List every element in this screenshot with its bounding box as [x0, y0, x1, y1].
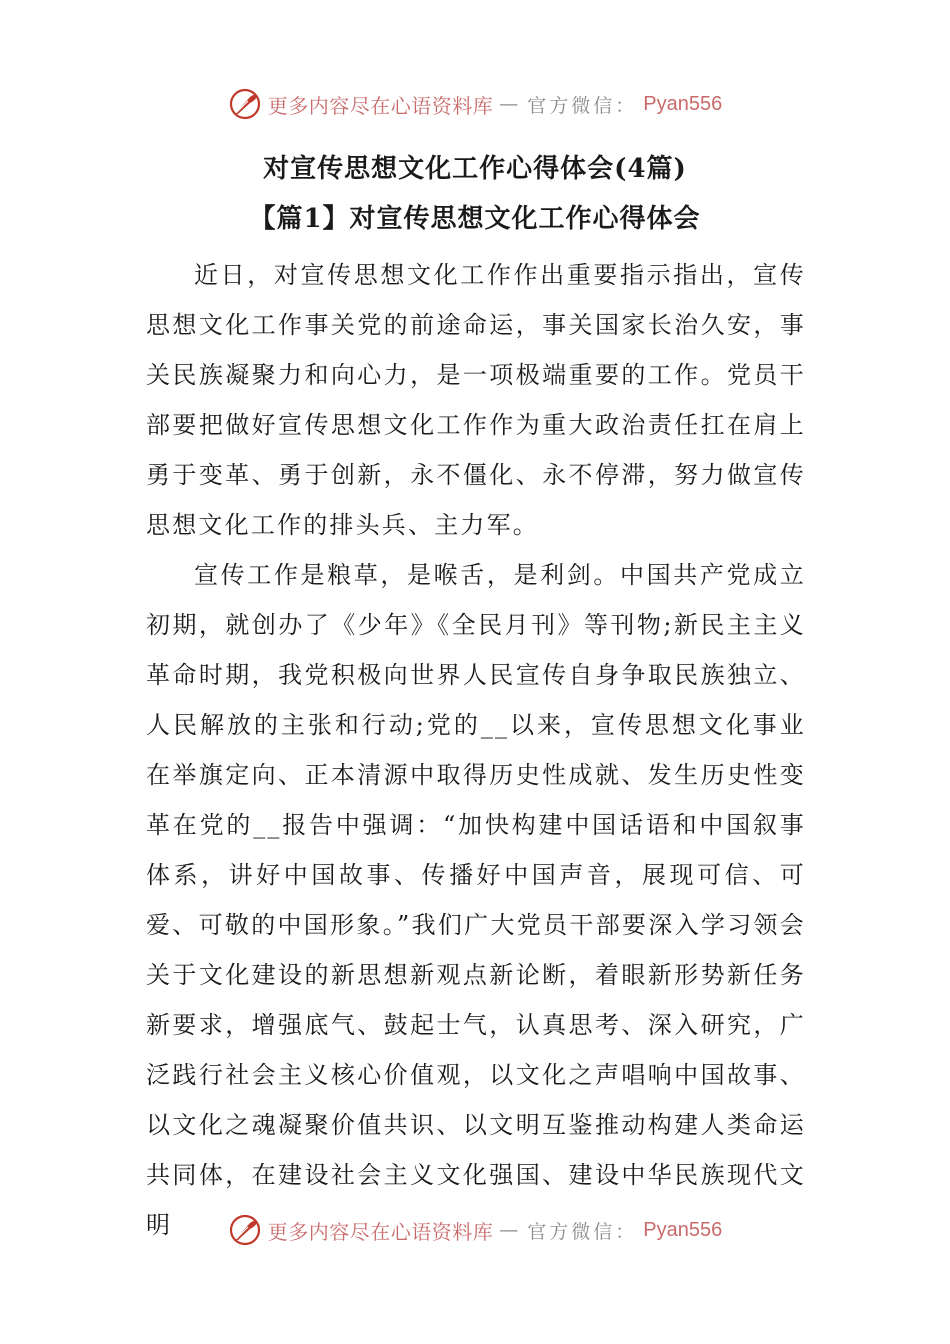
- watermark-wechat-label: 官方微信：: [527, 94, 638, 117]
- header-watermark: [0, 84, 950, 124]
- watermark-brand: 更多内容尽在心语资料库: [267, 93, 494, 118]
- paragraph-1: 近日，对宣传思想文化工作作出重要指示指出，宣传思想文化工作事关党的前途命运，事关国家长治久安，事关民族凝聚力和向心力，是一项极端重要的工作。党员干部要把做好宣传思想文化工作作为重大政治责任扛在肩上勇于变革、勇于创新，永不僵化、永不停滞，努力做宣传思想文化工作的排头兵、主力军。: [146, 261, 806, 539]
- watermark-wechat-label: 官方微信：: [527, 1220, 638, 1243]
- watermark-dash: —: [499, 1219, 522, 1241]
- footer-watermark: [0, 1210, 950, 1250]
- paragraph-2: 宣传工作是粮草，是喉舌，是利剑。中国共产党成立初期，就创办了《少年》《全民月刊》等刊物;新民主主义革命时期，我党积极向世界人民宣传自身争取民族独立、人民解放的主张和行动;党的__以来，宣传思想文化事业在举旗定向、正本清源中取得历史性成就、发生历史性变革在党的__报告中强调：“加快构建中国话语和中国叙事体系，讲好中国故事、传播好中国声音，展现可信、可爱、可敬的中国形象。”我们广大党员干部要深入学习领会关于文化建设的新思想新观点新论断，着眼新形势新任务新要求，增强底气、鼓起士气，认真思考、深入研究，广泛践行社会主义核心价值观，以文化之声唱响中国故事、以文化之魂凝聚价值共识、以文明互鉴推动构建人类命运共同体，在建设社会主义文化强国、建设中华民族现代文明: [146, 561, 806, 1239]
- document-body: [146, 250, 806, 1250]
- watermark-wechat-id: Pyan556: [643, 1218, 723, 1241]
- quill-logo-icon: [228, 87, 262, 121]
- watermark-brand: 更多内容尽在心语资料库: [267, 1219, 494, 1244]
- document-title: 对宣传思想文化工作心得体会(4篇): [263, 154, 687, 184]
- quill-logo-icon: [228, 1213, 262, 1247]
- section-heading: 【篇1】对宣传思想文化工作心得体会: [249, 204, 701, 234]
- watermark-wechat-id: Pyan556: [643, 92, 723, 115]
- watermark-dash: —: [499, 93, 522, 115]
